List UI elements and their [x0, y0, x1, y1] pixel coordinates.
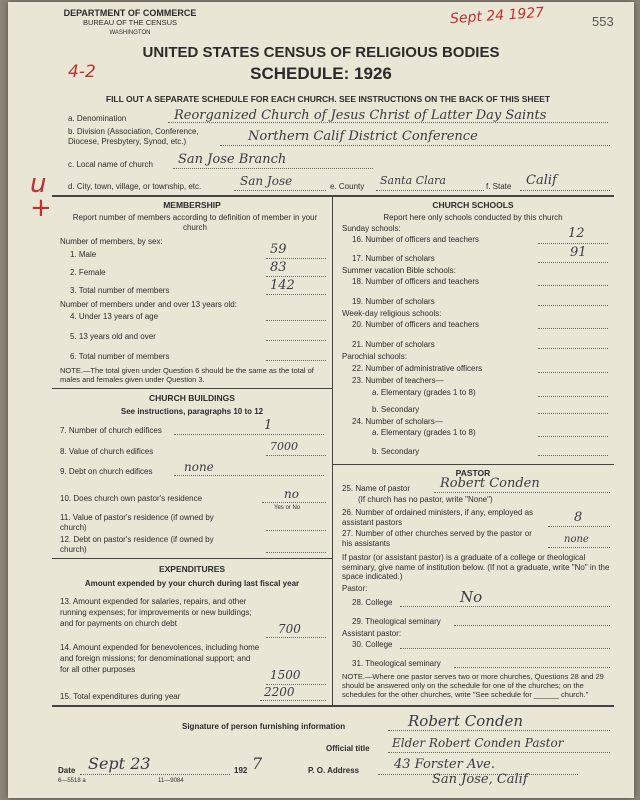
- schools-divider: [332, 464, 614, 465]
- q24b-label: b. Secondary: [372, 447, 420, 456]
- q30-label: 30. College: [352, 640, 393, 649]
- q5-line: [266, 340, 326, 341]
- q9-value: none: [184, 460, 214, 474]
- year-value: 7: [252, 754, 263, 773]
- date-value: Sept 23: [88, 754, 151, 773]
- schedule-title: SCHEDULE: 1926: [250, 64, 392, 83]
- q24a-line: [538, 436, 608, 437]
- q17-line: [538, 262, 608, 263]
- stamp-number: 553: [592, 14, 614, 29]
- city-value: San Jose: [240, 174, 293, 188]
- age-label: Number of members under and over 13 years old:: [60, 300, 237, 309]
- bottom-rule: [52, 705, 614, 707]
- graduate-note: If pastor (or assistant pastor) is a graduate of a college or theological seminary, give name of institution below. (If not a graduate, write "No" in the space indicated.): [342, 553, 610, 581]
- local-name-line: [173, 168, 373, 169]
- q23-label: 23. Number of teachers—: [352, 376, 444, 385]
- q16-value: 12: [568, 226, 585, 241]
- q22-label: 22. Number of administrative officers: [352, 364, 483, 373]
- q9-label: 9. Debt on church edifices: [60, 467, 153, 476]
- q26-label: 26. Number of ordained ministers, if any, employed as assistant pastors: [342, 508, 534, 527]
- margin-check-mark: u +: [30, 169, 52, 223]
- po-address-label: P. O. Address: [308, 766, 360, 775]
- q16-label: 16. Number of officers and teachers: [352, 235, 480, 244]
- official-title-line: [388, 752, 610, 753]
- q20-label: 20. Number of officers and teachers: [352, 320, 480, 329]
- q4-line: [266, 320, 326, 321]
- q28-label: 28. College: [352, 598, 393, 607]
- q15-value: 2200: [264, 685, 295, 699]
- yes-no-hint: Yes or No: [274, 505, 301, 511]
- q25-label: 25. Name of pastor: [342, 484, 411, 493]
- q28-value: No: [460, 588, 483, 606]
- q31-line: [454, 667, 610, 668]
- membership-note: NOTE.—The total given under Question 6 should be the same as the total of males and females given under Question 3.: [60, 366, 314, 384]
- q11-label: 11. Value of pastor's residence (if owned by church): [60, 513, 214, 532]
- state-line: [520, 190, 610, 191]
- q1-label: 1. Male: [70, 250, 97, 259]
- census-schedule-sheet: [8, 2, 634, 798]
- department-header: [50, 8, 210, 38]
- q19-line: [538, 305, 608, 306]
- q14-value: 1500: [270, 668, 301, 682]
- denomination-label: a. Denomination: [68, 114, 127, 123]
- county-line: [376, 190, 484, 191]
- official-title-label: Official title: [326, 744, 370, 753]
- q19-label: 19. Number of scholars: [352, 297, 435, 306]
- q20-line: [538, 328, 608, 329]
- center-rule: [332, 195, 333, 705]
- signature-label: Signature of person furnishing information: [182, 722, 346, 731]
- q18-line: [538, 285, 608, 286]
- q22-line: [538, 372, 608, 373]
- q26-line: [548, 526, 610, 527]
- local-name-label: c. Local name of church: [68, 160, 153, 169]
- city-line: [234, 190, 326, 191]
- q2-value: 83: [270, 260, 287, 275]
- q13-value: 700: [278, 622, 301, 636]
- q7-value: 1: [264, 418, 273, 433]
- q17-value: 91: [570, 245, 587, 260]
- q23b-label: b. Secondary: [372, 405, 420, 414]
- q8-line: [266, 455, 326, 456]
- city-name: WASHINGTON: [109, 30, 151, 36]
- by-sex-label: Number of members, by sex:: [60, 237, 163, 246]
- official-title-value: Elder Robert Conden Pastor: [392, 736, 564, 750]
- top-rule: [52, 195, 614, 197]
- q27-line: [548, 547, 610, 548]
- q1-line: [266, 258, 326, 259]
- summer-label: Summer vacation Bible schools:: [342, 266, 456, 275]
- q23a-line: [538, 396, 608, 397]
- q24b-line: [538, 455, 608, 456]
- q25-note: (If church has no pastor, write "None"): [358, 495, 493, 504]
- q18-label: 18. Number of officers and teachers: [352, 277, 480, 286]
- pastor-heading: PASTOR: [455, 468, 491, 478]
- q3-line: [266, 294, 326, 295]
- buildings-divider: [52, 558, 332, 559]
- q15-line: [260, 700, 326, 701]
- q21-label: 21. Number of scholars: [352, 340, 435, 349]
- local-name-value: San Jose Branch: [178, 152, 287, 167]
- q24-label: 24. Number of scholars—: [352, 417, 443, 426]
- parochial-label: Parochial schools:: [342, 352, 407, 361]
- department-name: DEPARTMENT OF COMMERCE: [63, 8, 197, 18]
- q15-label: 15. Total expenditures during year: [60, 692, 181, 701]
- q4-label: 4. Under 13 years of age: [70, 312, 159, 321]
- schools-heading: CHURCH SCHOOLS: [432, 200, 514, 210]
- county-label: e. County: [330, 182, 365, 191]
- po-address-value-2: San Jose, Calif: [432, 772, 528, 787]
- expenditures-heading: EXPENDITURES: [158, 564, 226, 574]
- pastor-label: Pastor:: [342, 584, 368, 593]
- q24a-label: a. Elementary (grades 1 to 8): [372, 428, 476, 437]
- asst-pastor-label: Assistant pastor:: [342, 629, 402, 638]
- expenditures-sub: Amount expended by your church during last fiscal year: [84, 579, 300, 588]
- q21-line: [538, 348, 608, 349]
- city-label: d. City, town, village, or township, etc.: [68, 182, 202, 191]
- q29-line: [454, 625, 610, 626]
- q17-label: 17. Number of scholars: [352, 254, 435, 263]
- county-value: Santa Clara: [380, 174, 446, 187]
- q30-line: [400, 648, 610, 649]
- q9-line: [174, 475, 324, 476]
- division-value: Northern Calif District Conference: [248, 129, 478, 144]
- membership-divider: [52, 388, 332, 389]
- year-prefix: 192: [234, 766, 248, 775]
- print-code: 6—5518 a: [58, 778, 86, 784]
- division-label: b. Division (Association, Conference, Diocese, Presbytery, Synod, etc.): [68, 127, 199, 146]
- print-code-2: 11—9084: [158, 778, 184, 784]
- membership-intro: Report number of members according to definition of member in your church: [72, 213, 318, 232]
- q1-value: 59: [270, 242, 287, 257]
- q6-line: [266, 360, 326, 361]
- q13-line: [266, 637, 326, 638]
- q8-value: 7000: [270, 440, 298, 453]
- received-date-stamp: Sept 24 1927: [449, 4, 545, 28]
- state-value: Calif: [526, 173, 557, 188]
- pastor-note: NOTE.—Where one pastor serves two or more churches, Questions 28 and 29 should be answered only on the schedule for one of the churches; on the schedules for the other churches, write "See schedule for ______ church.": [342, 672, 604, 699]
- q10-value: no: [284, 487, 299, 501]
- q25-line: [434, 492, 610, 493]
- q8-label: 8. Value of church edifices: [60, 447, 154, 456]
- date-line: [80, 774, 230, 775]
- q7-line: [174, 434, 324, 435]
- weekday-label: Week-day religious schools:: [342, 309, 442, 318]
- instruction-line: FILL OUT A SEPARATE SCHEDULE FOR EACH CHURCH. SEE INSTRUCTIONS ON THE BACK OF THIS SHEET: [105, 94, 551, 104]
- q26-value: 8: [574, 510, 583, 525]
- q27-value: none: [564, 534, 589, 545]
- q2-label: 2. Female: [70, 268, 106, 277]
- q13-label: 13. Amount expended for salaries, repairs, and other running expenses; for improvements or new buildings; and for payments on church debt: [60, 597, 252, 628]
- signature-value: Robert Conden: [408, 712, 524, 730]
- q5-label: 5. 13 years old and over: [70, 332, 156, 341]
- q12-line: [266, 552, 326, 553]
- q11-line: [266, 530, 326, 531]
- q10-label: 10. Does church own pastor's residence: [60, 494, 203, 503]
- q23a-label: a. Elementary (grades 1 to 8): [372, 388, 476, 397]
- date-label: Date: [58, 766, 76, 775]
- q6-label: 6. Total number of members: [70, 352, 170, 361]
- q27-label: 27. Number of other churches served by the pastor or his assistants: [342, 529, 532, 548]
- division-line: [220, 145, 610, 146]
- q7-label: 7. Number of church edifices: [60, 426, 162, 435]
- q29-label: 29. Theological seminary: [352, 617, 441, 626]
- q25-value: Robert Conden: [440, 476, 540, 491]
- q10-line: [262, 502, 326, 503]
- sunday-label: Sunday schools:: [342, 224, 401, 233]
- q3-value: 142: [270, 278, 295, 293]
- schools-sub: Report here only schools conducted by this church: [383, 213, 563, 222]
- q23b-line: [538, 413, 608, 414]
- q12-label: 12. Debt on pastor's residence (if owned by church): [60, 535, 214, 554]
- form-title: UNITED STATES CENSUS OF RELIGIOUS BODIES: [142, 44, 500, 61]
- signature-line: [388, 730, 610, 731]
- q3-label: 3. Total number of members: [70, 286, 170, 295]
- denomination-value: Reorganized Church of Jesus Christ of Latter Day Saints: [174, 108, 547, 123]
- q28-line: [400, 606, 610, 607]
- q14-label: 14. Amount expended for benevolences, including home and foreign missions; for denominational support; and for all other purposes: [60, 643, 260, 674]
- q16-line: [538, 243, 608, 244]
- po-address-value-1: 43 Forster Ave.: [394, 757, 495, 772]
- buildings-heading: CHURCH BUILDINGS: [149, 393, 235, 403]
- bureau-name: BUREAU OF THE CENSUS: [82, 18, 178, 27]
- code-mark: 4-2: [68, 62, 96, 82]
- membership-heading: MEMBERSHIP: [163, 200, 221, 210]
- q31-label: 31. Theological seminary: [352, 659, 441, 668]
- q2-line: [266, 276, 326, 277]
- state-label: f. State: [486, 182, 512, 191]
- buildings-sub: See instructions, paragraphs 10 to 12: [120, 407, 264, 416]
